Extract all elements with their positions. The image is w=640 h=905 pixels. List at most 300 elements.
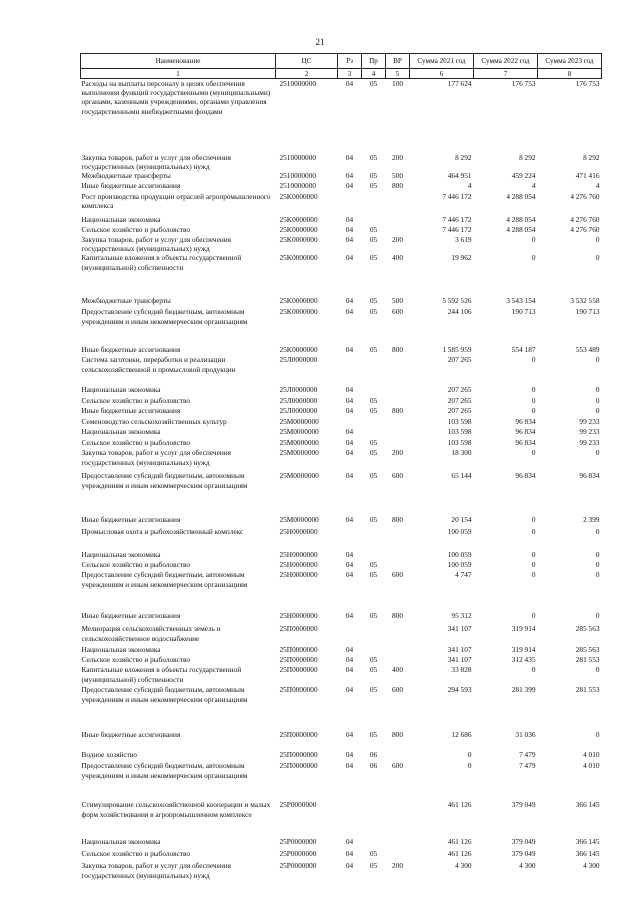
table-row [81, 171, 602, 181]
row-sum-2023: 0 [595, 570, 600, 580]
row-sum-2022: 31 036 [515, 730, 536, 740]
row-sum-2022: 7 479 [519, 761, 536, 771]
row-sum-2021: 461 126 [447, 849, 472, 859]
row-name: Капитальные вложения в объекты государственной (муниципальной) собственности [81, 253, 242, 272]
column-index: 8 [538, 69, 602, 79]
row-vr [386, 655, 410, 665]
row-sum-2021: 103 598 [447, 427, 472, 437]
table-row [81, 192, 602, 215]
row-sum-2021: 100 059 [447, 527, 472, 537]
row-sum-2021: 103 598 [447, 438, 472, 448]
row-sum-2021: 341 107 [447, 645, 472, 655]
row-sum-2021: 4 747 [455, 570, 472, 580]
column-index: 4 [362, 69, 386, 79]
table-row [81, 417, 602, 427]
row-rz: 04 [345, 750, 354, 760]
header-sum-2022: Сумма 2022 год [474, 54, 538, 69]
table-row [81, 253, 602, 296]
table-row [81, 471, 602, 515]
row-rz: 04 [345, 560, 354, 570]
row-name: Межбюджетные трансферты [81, 296, 171, 306]
table-body [81, 79, 602, 886]
row-vr: 800 [392, 611, 403, 621]
row-vr [386, 355, 410, 385]
row-rz: 04 [345, 214, 354, 224]
row-pr [362, 417, 386, 427]
header-sum-2023: Сумма 2023 год [538, 54, 602, 69]
row-vr: 500 [392, 170, 403, 180]
row-sum-2023: 0 [595, 253, 600, 263]
row-rz: 04 [345, 645, 354, 655]
row-sum-2022: 96 834 [515, 427, 536, 437]
column-index: 1 [81, 69, 276, 79]
table-row [81, 730, 602, 750]
row-sum-2021: 20 154 [451, 515, 472, 525]
row-vr: 800 [392, 180, 403, 190]
row-rz: 04 [345, 345, 354, 355]
row-name: Закупка товаров, работ и услуг для обеспечения государственных (муниципальных) нужд [81, 448, 231, 467]
row-rz: 04 [345, 730, 354, 740]
row-sum-2023: 0 [595, 355, 600, 365]
row-pr: 05 [369, 730, 378, 740]
row-vr: 800 [392, 730, 403, 740]
row-name: Сельское хозяйство и рыболовство [81, 224, 191, 234]
row-cs: 25K0000000 [279, 296, 318, 306]
page-number: 21 [315, 37, 325, 47]
column-index: 5 [386, 69, 410, 79]
row-pr: 05 [369, 611, 378, 621]
row-rz: 04 [345, 180, 354, 190]
row-sum-2021: 207 265 [447, 385, 472, 395]
row-sum-2021: 7 446 172 [442, 191, 472, 201]
row-pr: 05 [369, 170, 378, 180]
row-vr [386, 438, 410, 448]
row-sum-2021: 33 828 [451, 665, 472, 675]
row-name: Национальная экономика [81, 550, 161, 560]
table-row [81, 153, 602, 171]
row-name: Иные бюджетные ассигнования [81, 611, 181, 621]
row-sum-2021: 294 593 [447, 685, 472, 695]
row-rz: 04 [345, 296, 354, 306]
table-row [81, 665, 602, 685]
row-sum-2022: 379 049 [511, 849, 536, 859]
row-cs: 25Л0000000 [279, 406, 318, 416]
row-rz: 04 [345, 570, 354, 580]
row-sum-2022: 0 [531, 560, 536, 570]
row-sum-2023: 0 [595, 396, 600, 406]
row-sum-2021: 207 265 [447, 406, 472, 416]
row-cs: 25K0000000 [279, 191, 318, 201]
row-rz: 04 [345, 471, 354, 481]
table-row [81, 655, 602, 665]
row-name: Сельское хозяйство и рыболовство [81, 655, 191, 665]
row-pr [362, 355, 386, 385]
row-cs: 25П0000000 [279, 730, 318, 740]
row-rz: 04 [345, 427, 354, 437]
header-pr: Пр [362, 54, 386, 69]
row-cs: 25H0000000 [279, 560, 318, 570]
row-sum-2021: 100 059 [447, 560, 472, 570]
row-sum-2021: 12 686 [451, 730, 472, 740]
row-sum-2021: 95 312 [451, 611, 472, 621]
row-sum-2022: 0 [531, 406, 536, 416]
row-sum-2021: 244 106 [447, 307, 472, 317]
row-sum-2023: 99 233 [579, 417, 600, 427]
row-sum-2022: 0 [531, 570, 536, 580]
table-row [81, 849, 602, 861]
row-sum-2021: 18 300 [451, 448, 472, 458]
row-name: Предоставление субсидий бюджетным, автономным учреждениям и иным некоммерческим организациям [81, 307, 248, 326]
row-rz: 04 [345, 152, 354, 162]
row-sum-2022: 0 [531, 515, 536, 525]
table-row [81, 515, 602, 527]
row-sum-2021: 5 592 526 [442, 296, 472, 306]
table-row [81, 438, 602, 448]
table-row [81, 645, 602, 655]
row-sum-2021: 7 446 172 [442, 214, 472, 224]
table-header-row [81, 54, 602, 69]
column-index: 6 [410, 69, 474, 79]
row-name: Сельское хозяйство и рыболовство [81, 396, 191, 406]
table-row [81, 837, 602, 849]
row-sum-2023: 0 [595, 560, 600, 570]
row-sum-2023: 0 [595, 665, 600, 675]
row-vr [386, 550, 410, 560]
table-row [81, 215, 602, 225]
row-vr: 400 [392, 253, 403, 263]
row-sum-2021: 4 [467, 180, 472, 190]
row-sum-2022: 0 [531, 234, 536, 244]
row-sum-2023: 366 145 [575, 837, 600, 847]
row-sum-2022: 4 288 054 [506, 191, 536, 201]
row-sum-2022: 0 [531, 448, 536, 458]
row-name: Закупка товаров, работ и услуг для обеспечения государственных (муниципальных) нужд [81, 234, 231, 254]
row-vr [386, 837, 410, 849]
row-sum-2023: 4 010 [583, 761, 600, 771]
row-name: Рост производства продукции отраслей агропромышленного комплекса [81, 191, 271, 211]
row-sum-2023: 0 [595, 527, 600, 537]
row-rz: 04 [345, 396, 354, 406]
row-pr: 05 [369, 861, 378, 871]
table-row [81, 550, 602, 560]
row-cs: 25П0000000 [279, 761, 318, 771]
row-rz [338, 527, 362, 550]
row-rz: 04 [345, 234, 354, 244]
table-row [81, 385, 602, 396]
row-pr: 05 [369, 560, 378, 570]
row-cs: 2510000000 [279, 170, 316, 180]
row-sum-2023: 0 [595, 550, 600, 560]
row-sum-2023: 176 753 [575, 79, 600, 88]
row-pr: 05 [369, 570, 378, 580]
row-vr [386, 750, 410, 761]
row-sum-2021: 4 300 [455, 861, 472, 871]
row-sum-2022: 319 914 [511, 624, 536, 634]
row-name: Закупка товаров, работ и услуг для обеспечения государственных (муниципальных) нужд [81, 861, 231, 880]
row-name: Сельское хозяйство и рыболовство [81, 849, 191, 859]
row-vr: 800 [392, 515, 403, 525]
row-sum-2022: 96 834 [515, 417, 536, 427]
row-sum-2023: 285 563 [575, 624, 600, 634]
row-sum-2021: 8 292 [455, 152, 472, 162]
row-sum-2022: 0 [531, 527, 536, 537]
row-pr: 05 [369, 345, 378, 355]
row-sum-2023: 0 [595, 406, 600, 416]
row-sum-2023: 471 416 [575, 170, 600, 180]
table-row [81, 570, 602, 611]
column-index: 3 [338, 69, 362, 79]
row-rz: 04 [345, 307, 354, 317]
row-pr [362, 624, 386, 645]
row-sum-2023: 281 553 [575, 685, 600, 695]
row-sum-2023: 4 276 760 [570, 191, 600, 201]
budget-table [80, 53, 602, 885]
row-cs: 25Л0000000 [279, 396, 318, 406]
header-rz: Рз [338, 54, 362, 69]
row-sum-2021: 0 [467, 750, 472, 760]
table-row [81, 560, 602, 570]
row-pr [362, 527, 386, 550]
column-index: 2 [276, 69, 338, 79]
row-vr: 200 [392, 152, 403, 162]
row-sum-2022: 176 753 [511, 79, 536, 88]
row-sum-2022: 4 288 054 [506, 224, 536, 234]
row-name: Иные бюджетные ассигнования [81, 730, 181, 740]
table-row [81, 750, 602, 761]
row-sum-2021: 103 598 [447, 417, 472, 427]
row-pr [362, 385, 386, 396]
row-rz: 04 [345, 665, 354, 675]
row-pr: 05 [369, 152, 378, 162]
header-cs: ЦС [276, 54, 338, 69]
row-sum-2022: 96 834 [515, 438, 536, 448]
row-sum-2021: 3 619 [455, 234, 472, 244]
header-vr: ВР [386, 54, 410, 69]
row-pr: 05 [369, 438, 378, 448]
row-sum-2023: 0 [595, 611, 600, 621]
row-sum-2023: 0 [595, 730, 600, 740]
row-rz: 04 [345, 79, 354, 88]
row-sum-2023: 99 233 [579, 427, 600, 437]
row-rz: 04 [345, 837, 354, 847]
row-rz: 04 [345, 438, 354, 448]
row-vr: 200 [392, 861, 403, 871]
table-row [81, 79, 602, 153]
row-sum-2021: 177 624 [447, 79, 472, 88]
row-sum-2022: 4 [531, 180, 536, 190]
row-cs: 25K0000000 [279, 345, 318, 355]
column-index-row [81, 69, 602, 79]
row-name: Закупка товаров, работ и услуг для обеспечения государственных (муниципальных) нужд [81, 152, 231, 171]
row-vr [386, 849, 410, 861]
row-cs: 25P0000000 [279, 861, 317, 871]
table-row [81, 448, 602, 471]
row-rz: 04 [345, 448, 354, 458]
row-sum-2022: 3 543 154 [506, 296, 536, 306]
row-sum-2022: 4 288 054 [506, 214, 536, 224]
row-sum-2023: 0 [595, 448, 600, 458]
row-sum-2021: 1 585 959 [442, 345, 472, 355]
row-sum-2022: 281 399 [511, 685, 536, 695]
row-cs: 25H0000000 [279, 570, 318, 580]
row-sum-2023: 0 [595, 234, 600, 244]
row-sum-2022: 0 [531, 355, 536, 365]
row-sum-2022: 379 049 [511, 800, 536, 810]
row-rz [338, 355, 362, 385]
row-name: Система заготовки, переработки и реализации сельскохозяйственной и промысловой продукции [81, 355, 236, 374]
row-rz: 04 [345, 761, 354, 771]
row-sum-2023: 285 563 [575, 645, 600, 655]
row-sum-2023: 2 399 [583, 515, 600, 525]
row-sum-2022: 0 [531, 665, 536, 675]
row-name: Мелиорация сельскохозяйственных земель и сельскохозяйственное водоснабжение [81, 624, 221, 643]
row-vr [386, 527, 410, 550]
row-vr: 600 [392, 471, 403, 481]
table-row [81, 611, 602, 624]
row-sum-2023: 190 713 [575, 307, 600, 317]
row-name: Национальная экономика [81, 645, 161, 655]
row-cs: 25П0000000 [279, 655, 318, 665]
row-sum-2021: 461 126 [447, 800, 472, 810]
row-vr: 600 [392, 307, 403, 317]
row-sum-2021: 341 107 [447, 624, 472, 634]
table-row [81, 685, 602, 730]
row-pr: 05 [369, 79, 378, 88]
row-vr: 800 [392, 345, 403, 355]
row-cs: 25M0000000 [279, 515, 319, 525]
row-pr: 05 [369, 296, 378, 306]
row-cs: 25H0000000 [279, 611, 318, 621]
table-row [81, 396, 602, 406]
row-vr [386, 385, 410, 396]
row-pr: 05 [369, 655, 378, 665]
row-rz: 04 [345, 611, 354, 621]
row-cs: 25M0000000 [279, 471, 319, 481]
row-pr: 05 [369, 515, 378, 525]
row-pr: 06 [369, 761, 378, 771]
row-sum-2021: 65 144 [451, 471, 472, 481]
table-row [81, 225, 602, 235]
row-name: Расходы на выплаты персоналу в целях обеспечения выполнения функций государственными (муниципальными) органами, казенными учреждениями, органами управления государственными внебюджетными фондами [81, 79, 271, 116]
row-rz: 04 [345, 655, 354, 665]
row-sum-2021: 0 [467, 761, 472, 771]
row-cs: 25H0000000 [279, 550, 318, 560]
row-name: Иные бюджетные ассигнования [81, 406, 181, 416]
row-name: Национальная экономика [81, 214, 161, 224]
row-rz: 04 [345, 224, 354, 234]
row-name: Национальная экономика [81, 427, 161, 437]
row-vr [386, 560, 410, 570]
row-vr [386, 800, 410, 837]
table-row [81, 181, 602, 192]
row-pr [362, 192, 386, 215]
row-name: Сельское хозяйство и рыболовство [81, 438, 191, 448]
row-sum-2023: 281 553 [575, 655, 600, 665]
row-rz: 04 [345, 550, 354, 560]
row-sum-2021: 464 951 [447, 170, 472, 180]
header-name: Наименование [81, 54, 276, 69]
row-cs: 25П0000000 [279, 750, 318, 760]
row-pr [362, 550, 386, 560]
row-name: Предоставление субсидий бюджетным, автономным учреждениям и иным некоммерческим организациям [81, 685, 248, 704]
row-sum-2023: 4 300 [583, 861, 600, 871]
row-pr: 05 [369, 849, 378, 859]
row-cs: 25M0000000 [279, 427, 319, 437]
row-vr [386, 396, 410, 406]
row-sum-2022: 459 224 [511, 170, 536, 180]
row-name: Промысловая охота и рыбохозяйственный комплекс [81, 527, 244, 537]
row-sum-2021: 207 265 [447, 396, 472, 406]
row-cs: 25Л0000000 [279, 385, 318, 395]
row-cs: 25П0000000 [279, 685, 318, 695]
row-sum-2022: 190 713 [511, 307, 536, 317]
row-name: Предоставление субсидий бюджетным, автономным учреждениям и иным некоммерческим организациям [81, 570, 248, 589]
row-vr: 500 [392, 296, 403, 306]
row-sum-2021: 461 126 [447, 837, 472, 847]
row-cs: 25K0000000 [279, 307, 318, 317]
row-vr: 200 [392, 234, 403, 244]
row-sum-2021: 19 962 [451, 253, 472, 263]
row-sum-2022: 312 435 [511, 655, 536, 665]
header-sum-2021: Сумма 2021 год [410, 54, 474, 69]
row-pr: 05 [369, 665, 378, 675]
row-rz [338, 624, 362, 645]
row-pr: 05 [369, 406, 378, 416]
table-row [81, 296, 602, 307]
row-vr: 600 [392, 570, 403, 580]
row-rz: 04 [345, 406, 354, 416]
table-row [81, 624, 602, 645]
row-pr: 05 [369, 307, 378, 317]
row-sum-2023: 4 276 760 [570, 224, 600, 234]
row-cs: 2510000000 [279, 180, 316, 190]
row-sum-2021: 7 446 172 [442, 224, 472, 234]
row-rz: 04 [345, 861, 354, 871]
row-pr: 05 [369, 685, 378, 695]
row-name: Стимулирование сельскохозяйственной кооперации и малых форм хозяйствования в агропромышленном комплексе [81, 800, 271, 819]
row-cs: 25P0000000 [279, 800, 317, 810]
row-sum-2023: 553 489 [575, 345, 600, 355]
row-name: Национальная экономика [81, 385, 161, 395]
row-cs: 25P0000000 [279, 849, 317, 859]
row-cs: 25M0000000 [279, 417, 319, 427]
row-pr [362, 427, 386, 438]
row-pr [362, 215, 386, 225]
row-name: Национальная экономика [81, 837, 161, 847]
row-name: Водное хозяйство [81, 750, 137, 760]
row-name: Предоставление субсидий бюджетным, автономным учреждениям и иным некоммерческим организациям [81, 761, 248, 780]
row-name: Предоставление субсидий бюджетным, автономным учреждениям и иным некоммерческим организациям [81, 471, 248, 490]
row-name: Межбюджетные трансферты [81, 170, 171, 180]
row-cs: 25K0000000 [279, 234, 318, 244]
row-sum-2022: 379 049 [511, 837, 536, 847]
row-pr [362, 837, 386, 849]
row-name: Иные бюджетные ассигнования [81, 345, 181, 355]
row-cs: 25H0000000 [279, 527, 318, 537]
row-pr: 06 [369, 750, 378, 760]
row-sum-2022: 4 300 [519, 861, 536, 871]
row-cs: 2510000000 [279, 152, 316, 162]
row-sum-2023: 99 233 [579, 438, 600, 448]
row-sum-2023: 0 [595, 385, 600, 395]
table-row [81, 527, 602, 550]
row-cs: 25P0000000 [279, 837, 317, 847]
row-pr: 05 [369, 448, 378, 458]
row-cs: 25K0000000 [279, 224, 318, 234]
row-vr: 200 [392, 448, 403, 458]
row-rz [338, 417, 362, 427]
row-sum-2022: 0 [531, 550, 536, 560]
